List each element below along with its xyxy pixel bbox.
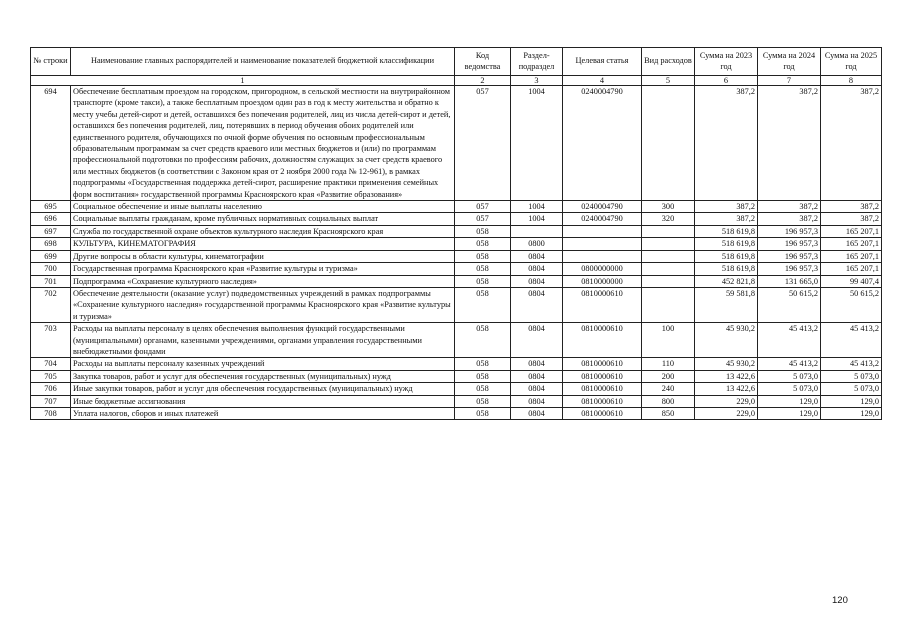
- row-expense-type: 800: [642, 395, 695, 407]
- table-row: [31, 225, 882, 237]
- row-dept-code: 057: [455, 86, 511, 201]
- row-dept-code: 058: [455, 238, 511, 250]
- row-sum-2025: 45 413,2: [821, 323, 882, 358]
- row-sum-2025: 50 615,2: [821, 287, 882, 322]
- row-expense-type: [642, 263, 695, 275]
- row-number: 701: [31, 275, 71, 287]
- row-name: Расходы на выплаты персоналу в целях обеспечения выполнения функций государственными (муниципальными) органами, казенными учреждениями, органами управления государственными внебюджетными фондами: [71, 323, 455, 358]
- row-target: 0810000610: [563, 407, 642, 419]
- header-name: Наименование главных распорядителей и наименование показателей бюджетной классификации: [71, 48, 455, 76]
- row-expense-type: 240: [642, 383, 695, 395]
- row-name: Иные закупки товаров, работ и услуг для обеспечения государственных (муниципальных) нужд: [71, 383, 455, 395]
- row-number: 697: [31, 225, 71, 237]
- row-name: Иные бюджетные ассигнования: [71, 395, 455, 407]
- row-name: КУЛЬТУРА, КИНЕМАТОГРАФИЯ: [71, 238, 455, 250]
- row-section: 0804: [511, 407, 563, 419]
- column-number-5: 5: [642, 76, 695, 86]
- row-section: 0800: [511, 238, 563, 250]
- row-sum-2023: 229,0: [695, 407, 758, 419]
- row-target: 0810000610: [563, 323, 642, 358]
- row-number: 705: [31, 370, 71, 382]
- row-expense-type: [642, 275, 695, 287]
- header-dept-code: Код ведомства: [455, 48, 511, 76]
- row-expense-type: [642, 287, 695, 322]
- row-target: [563, 225, 642, 237]
- row-target: 0810000610: [563, 383, 642, 395]
- row-target: 0810000000: [563, 275, 642, 287]
- row-number: 696: [31, 213, 71, 225]
- column-number-3: 3: [511, 76, 563, 86]
- table-row: [31, 383, 882, 395]
- row-name: Государственная программа Красноярского края «Развитие культуры и туризма»: [71, 263, 455, 275]
- table-row: [31, 86, 882, 201]
- header-row-no: № строки: [31, 48, 71, 76]
- header-section: Раздел-подраздел: [511, 48, 563, 76]
- column-number-6: 6: [695, 76, 758, 86]
- row-sum-2024: 387,2: [758, 86, 821, 201]
- row-section: 1004: [511, 201, 563, 213]
- row-section: [511, 225, 563, 237]
- header-expense-type: Вид расходов: [642, 48, 695, 76]
- row-section: 1004: [511, 213, 563, 225]
- table-row: [31, 201, 882, 213]
- row-target: 0810000610: [563, 370, 642, 382]
- table-row: [31, 275, 882, 287]
- header-sum-2025: Сумма на 2025 год: [821, 48, 882, 76]
- row-dept-code: 058: [455, 370, 511, 382]
- row-section: 0804: [511, 250, 563, 262]
- row-sum-2024: 131 665,0: [758, 275, 821, 287]
- table-row: [31, 238, 882, 250]
- row-expense-type: [642, 225, 695, 237]
- row-expense-type: 320: [642, 213, 695, 225]
- row-section: 0804: [511, 383, 563, 395]
- row-section: 0804: [511, 323, 563, 358]
- row-dept-code: 058: [455, 263, 511, 275]
- row-sum-2023: 45 930,2: [695, 358, 758, 370]
- row-section: 0804: [511, 275, 563, 287]
- row-dept-code: 058: [455, 225, 511, 237]
- row-section: 1004: [511, 86, 563, 201]
- row-sum-2024: 5 073,0: [758, 383, 821, 395]
- row-number: 698: [31, 238, 71, 250]
- row-number: 702: [31, 287, 71, 322]
- row-sum-2024: 45 413,2: [758, 358, 821, 370]
- table-row: [31, 287, 882, 322]
- row-number: 708: [31, 407, 71, 419]
- row-sum-2025: 5 073,0: [821, 370, 882, 382]
- row-section: 0804: [511, 263, 563, 275]
- row-target: 0800000000: [563, 263, 642, 275]
- row-name: Социальное обеспечение и иные выплаты населению: [71, 201, 455, 213]
- row-dept-code: 058: [455, 275, 511, 287]
- row-dept-code: 057: [455, 213, 511, 225]
- row-sum-2024: 50 615,2: [758, 287, 821, 322]
- row-target: 0810000610: [563, 358, 642, 370]
- row-section: 0804: [511, 370, 563, 382]
- row-expense-type: [642, 238, 695, 250]
- page-number: 120: [832, 595, 848, 606]
- row-sum-2023: 59 581,8: [695, 287, 758, 322]
- row-name: Обеспечение деятельности (оказание услуг) подведомственных учреждений в рамках подпрограммы «Сохранение культурного наследия» государственной программы Красноярского края «Развитие культуры и туризма»: [71, 287, 455, 322]
- row-sum-2023: 229,0: [695, 395, 758, 407]
- row-expense-type: 110: [642, 358, 695, 370]
- row-sum-2024: 387,2: [758, 213, 821, 225]
- row-target: 0810000610: [563, 395, 642, 407]
- row-sum-2025: 165 207,1: [821, 250, 882, 262]
- column-number-2: 2: [455, 76, 511, 86]
- row-sum-2023: 518 619,8: [695, 250, 758, 262]
- row-sum-2025: 45 413,2: [821, 358, 882, 370]
- table-row: [31, 370, 882, 382]
- row-name: Уплата налогов, сборов и иных платежей: [71, 407, 455, 419]
- row-name: Расходы на выплаты персоналу казенных учреждений: [71, 358, 455, 370]
- table-row: [31, 263, 882, 275]
- table-row: [31, 250, 882, 262]
- row-number: 694: [31, 86, 71, 201]
- row-name: Обеспечение бесплатным проездом на городском, пригородном, в сельской местности на внутрирайонном транспорте (кроме такси), а также бесплатным проездом один раз в год к месту жительства и обратно к месту учебы детей-сирот и детей, оставшихся без попечения родителей, лиц из числа детей-сирот и детей, оставшихся без попечения родителей, лиц, потерявших в период обучения обоих родителей или единственного родителя, обучающихся по очной форме обучения по основным профессиональным образовательным программам за счет средств краевого или местных бюджетов и (или) по программам профессиональной подготовки по профессиям рабочих, должностям служащих за счет средств краевого или местных бюджетов (в соответствии с Законом края от 2 ноября 2000 года № 12-961), в рамках подпрограммы «Государственная поддержка детей-сирот, расширение практики применения семейных форм воспитания» государственной программы Красноярского края «Развитие образования»: [71, 86, 455, 201]
- table-row: [31, 395, 882, 407]
- row-expense-type: [642, 86, 695, 201]
- row-number: 703: [31, 323, 71, 358]
- row-number: 706: [31, 383, 71, 395]
- row-sum-2023: 45 930,2: [695, 323, 758, 358]
- row-dept-code: 058: [455, 287, 511, 322]
- row-dept-code: 058: [455, 323, 511, 358]
- header-target: Целевая статья: [563, 48, 642, 76]
- row-name: Закупка товаров, работ и услуг для обеспечения государственных (муниципальных) нужд: [71, 370, 455, 382]
- row-target: 0240004790: [563, 213, 642, 225]
- column-number-1: 1: [31, 76, 455, 86]
- row-sum-2024: 196 957,3: [758, 225, 821, 237]
- row-sum-2024: 387,2: [758, 201, 821, 213]
- row-sum-2023: 387,2: [695, 213, 758, 225]
- row-expense-type: 100: [642, 323, 695, 358]
- row-sum-2023: 387,2: [695, 86, 758, 201]
- row-sum-2023: 518 619,8: [695, 263, 758, 275]
- row-sum-2024: 196 957,3: [758, 250, 821, 262]
- row-name: Подпрограмма «Сохранение культурного наследия»: [71, 275, 455, 287]
- row-expense-type: [642, 250, 695, 262]
- row-sum-2023: 452 821,8: [695, 275, 758, 287]
- header-sum-2024: Сумма на 2024 год: [758, 48, 821, 76]
- row-sum-2024: 45 413,2: [758, 323, 821, 358]
- row-sum-2025: 387,2: [821, 86, 882, 201]
- row-target: 0810000610: [563, 287, 642, 322]
- row-sum-2025: 5 073,0: [821, 383, 882, 395]
- row-sum-2025: 165 207,1: [821, 238, 882, 250]
- row-expense-type: 300: [642, 201, 695, 213]
- column-number-4: 4: [563, 76, 642, 86]
- row-name: Служба по государственной охране объектов культурного наследия Красноярского края: [71, 225, 455, 237]
- column-number-7: 7: [758, 76, 821, 86]
- row-number: 707: [31, 395, 71, 407]
- row-target: 0240004790: [563, 201, 642, 213]
- row-sum-2024: 196 957,3: [758, 238, 821, 250]
- table-row: [31, 358, 882, 370]
- row-sum-2025: 165 207,1: [821, 225, 882, 237]
- row-dept-code: 057: [455, 201, 511, 213]
- row-sum-2023: 13 422,6: [695, 383, 758, 395]
- row-expense-type: 850: [642, 407, 695, 419]
- row-sum-2024: 196 957,3: [758, 263, 821, 275]
- row-target: 0240004790: [563, 86, 642, 201]
- row-dept-code: 058: [455, 407, 511, 419]
- table-header-row: [31, 48, 882, 76]
- row-target: [563, 238, 642, 250]
- row-sum-2023: 13 422,6: [695, 370, 758, 382]
- row-dept-code: 058: [455, 358, 511, 370]
- row-sum-2023: 518 619,8: [695, 238, 758, 250]
- row-sum-2025: 387,2: [821, 201, 882, 213]
- row-number: 700: [31, 263, 71, 275]
- row-sum-2023: 518 619,8: [695, 225, 758, 237]
- row-sum-2025: 129,0: [821, 395, 882, 407]
- column-number-row: [31, 76, 882, 86]
- row-target: [563, 250, 642, 262]
- row-sum-2025: 99 407,4: [821, 275, 882, 287]
- row-number: 695: [31, 201, 71, 213]
- row-section: 0804: [511, 395, 563, 407]
- row-section: 0804: [511, 358, 563, 370]
- budget-table: [30, 47, 882, 420]
- row-number: 704: [31, 358, 71, 370]
- row-name: Другие вопросы в области культуры, кинематографии: [71, 250, 455, 262]
- row-sum-2024: 5 073,0: [758, 370, 821, 382]
- row-sum-2025: 129,0: [821, 407, 882, 419]
- row-section: 0804: [511, 287, 563, 322]
- table-row: [31, 407, 882, 419]
- row-sum-2024: 129,0: [758, 407, 821, 419]
- row-dept-code: 058: [455, 395, 511, 407]
- header-sum-2023: Сумма на 2023 год: [695, 48, 758, 76]
- table-body: [31, 86, 882, 420]
- row-dept-code: 058: [455, 383, 511, 395]
- row-expense-type: 200: [642, 370, 695, 382]
- row-sum-2024: 129,0: [758, 395, 821, 407]
- row-name: Социальные выплаты гражданам, кроме публичных нормативных социальных выплат: [71, 213, 455, 225]
- table-row: [31, 213, 882, 225]
- row-sum-2025: 165 207,1: [821, 263, 882, 275]
- row-number: 699: [31, 250, 71, 262]
- row-sum-2025: 387,2: [821, 213, 882, 225]
- column-number-8: 8: [821, 76, 882, 86]
- row-dept-code: 058: [455, 250, 511, 262]
- row-sum-2023: 387,2: [695, 201, 758, 213]
- table-row: [31, 323, 882, 358]
